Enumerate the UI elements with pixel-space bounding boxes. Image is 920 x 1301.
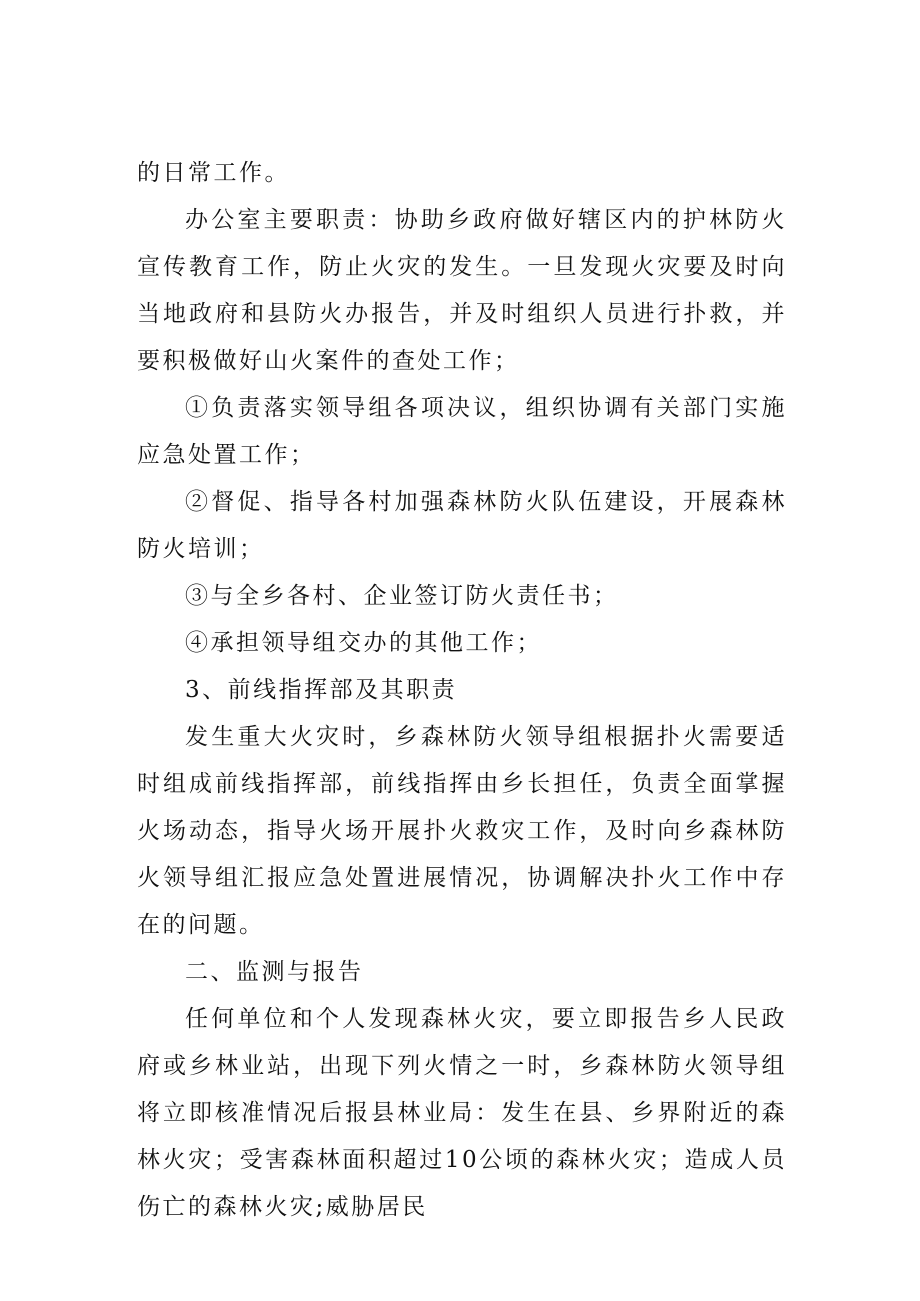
paragraph-duty-3: ③与全乡各村、企业签订防火责任书； [185, 583, 619, 609]
paragraph-duty-4: ④承担领导组交办的其他工作； [185, 630, 542, 656]
paragraph-frontline-command: 发生重大火灾时，乡森林防火领导组根据扑火需要适时组成前线指挥部，前线指挥由乡长担任，负责全面掌握火场动态，指导火场开展扑火救灾工作，及时向乡森林防火领导组汇报应急处置进展情况，协调解决扑火工作中存在的问题。 [137, 724, 787, 938]
paragraph-monitoring-report: 任何单位和个人发现森林火灾，要立即报告乡人民政府或乡林业站，出现下列火情之一时，乡森林防火领导组将立即核准情况后报县林业局：发生在县、乡界附近的森林火灾；受害森林面积超过10公顷的森林火灾；造成人员伤亡的森林火灾;威胁居民 [137, 1006, 787, 1220]
section-heading-frontline-command: 3、前线指挥部及其职责 [185, 677, 458, 703]
paragraph-duty-1: ①负责落实领导组各项决议，组织协调有关部门实施应急处置工作； [137, 395, 787, 468]
paragraph-continuation: 的日常工作。 [137, 160, 290, 186]
document-body [137, 150, 787, 1231]
paragraph-duty-2: ②督促、指导各村加强森林防火队伍建设，开展森林防火培训； [137, 489, 787, 562]
section-heading-monitoring-report: 二、监测与报告 [185, 959, 364, 985]
paragraph-office-duties: 办公室主要职责：协助乡政府做好辖区内的护林防火宣传教育工作，防止火灾的发生。一旦发现火灾要及时向当地政府和县防火办报告，并及时组织人员进行扑救，并要积极做好山火案件的查处工作； [137, 207, 787, 374]
